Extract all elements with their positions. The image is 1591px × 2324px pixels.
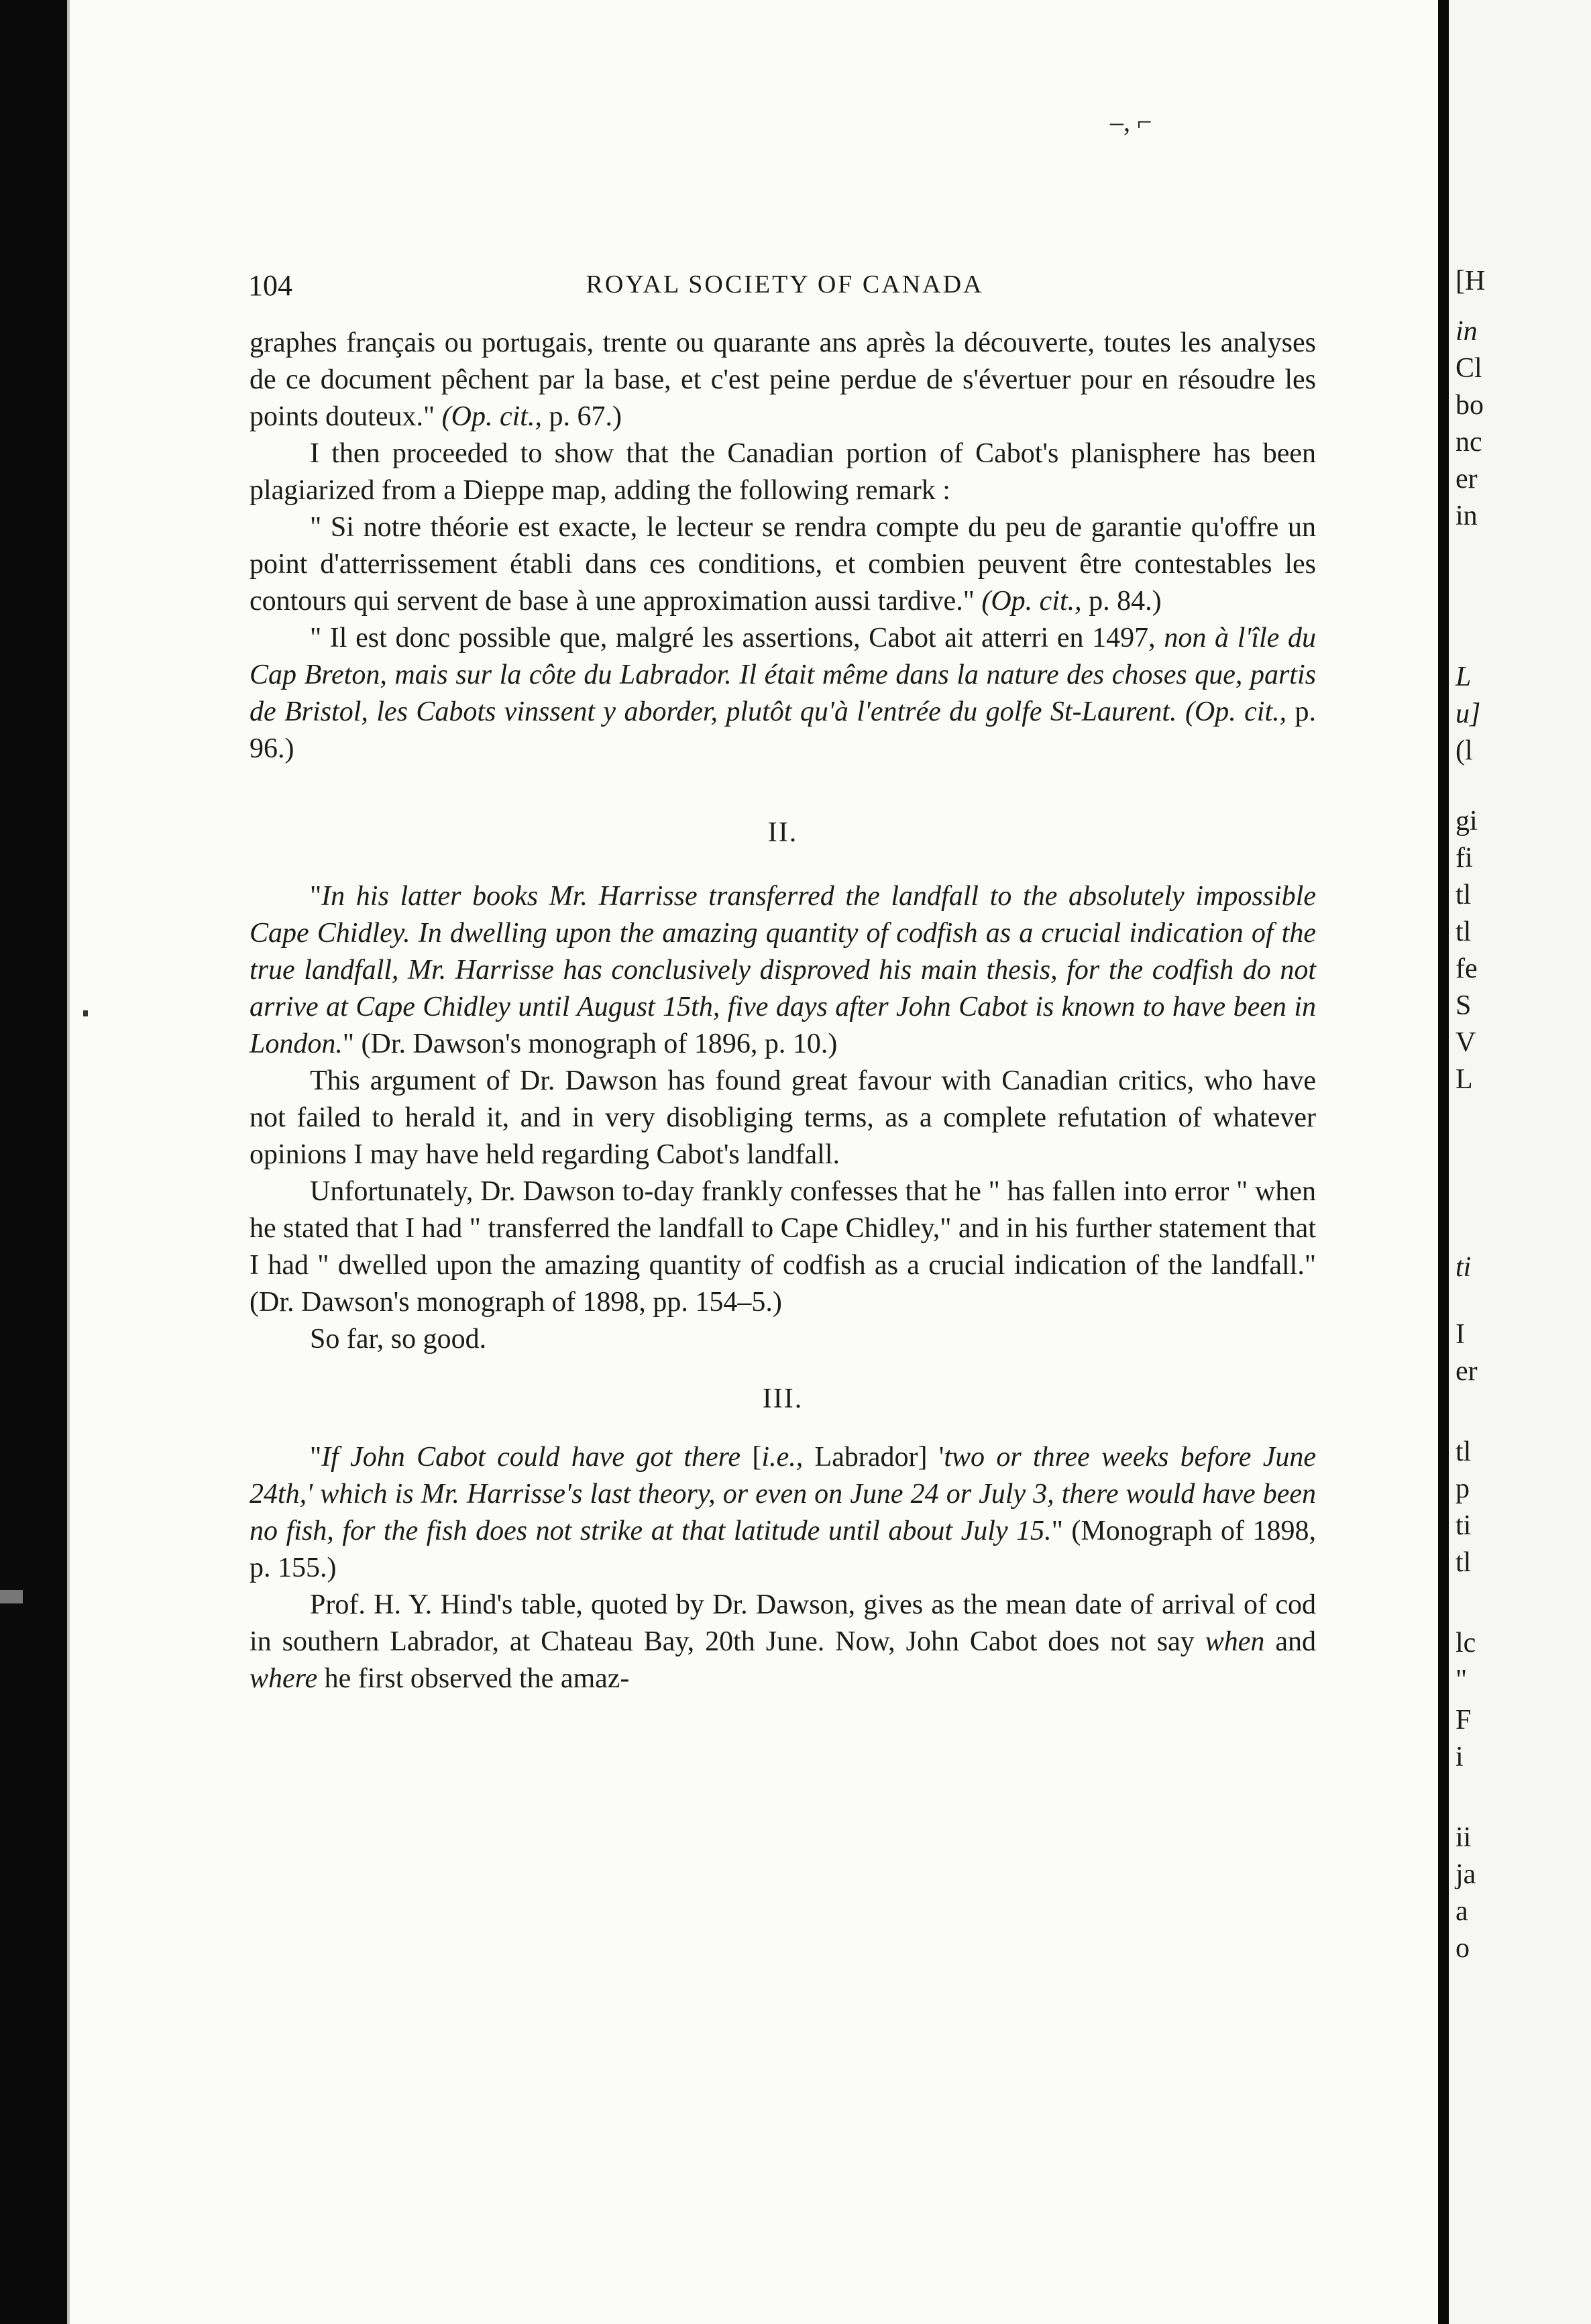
top-ink-mark: –, ⌐ [1110, 107, 1152, 137]
right-page-fragment: tl [1456, 1436, 1472, 1467]
quotation: "If John Cabot could have got there [i.e., Labrador] 'two or three weeks before June 24th,' which is Mr. Harrisse's last theory, or even on June 24 or July 3, there would have been no fish, for the fish does not strike at that latitude until about July 15." (Monograph of 1898, p. 155.) [250, 1442, 1317, 1583]
right-page-fragment: fi [1456, 843, 1473, 874]
right-page-fragment: o [1456, 1933, 1470, 1964]
right-page-fragment: p [1456, 1473, 1470, 1504]
paragraph: " Il est donc possible que, malgré les assertions, Cabot ait atterri en 1497, non à l'île du Cap Breton, mais sur la côte du Labrador. Il était même dans la nature des choses que, partis de Bristol, les Cabots vinssent y aborder, plutôt qu'à l'entrée du golfe St-Laurent. (Op. cit., p. 96.) [250, 623, 1317, 764]
right-page-fragment: " [1456, 1665, 1468, 1695]
right-page-fragment: tl [1456, 880, 1472, 910]
right-page-fragment: L [1456, 1064, 1473, 1095]
quotation: "In his latter books Mr. Harrisse transferred the landfall to the absolutely impossible Cape Chidley. In dwelling upon the amazing quantity of codfish as a crucial indication of the true landfall, Mr. Harrisse has conclusively disproved his main thesis, for the codfish do not arrive at Cape Chidley until August 15th, five days after John Cabot is known to have been in London." (Dr. Dawson's monograph of 1896, p. 10.) [250, 881, 1316, 1059]
right-page-fragment: S [1456, 990, 1472, 1021]
right-page-fragment: fe [1456, 953, 1478, 984]
running-header [248, 268, 1321, 309]
paragraph: Prof. H. Y. Hind's table, quoted by Dr. Dawson, gives as the mean date of arrival of cod in southern Labrador, at Chateau Bay, 20th June. Now, John Cabot does not say when and where he first observed the amaz- [250, 1589, 1317, 1694]
right-page-fragment: in [1456, 500, 1478, 531]
right-page-fragment: L [1456, 662, 1472, 692]
paragraph: " Si notre théorie est exacte, le lecteur se rendra compte du peu de garantie qu'offre un point d'atterrissement établi dans ces conditions, et combien peuvent être contestables les contours qui servent de base à une approximation aussi tardive." (Op. cit., p. 84.) [250, 512, 1316, 617]
section-heading: II. [767, 817, 798, 848]
paragraph: I then proceeded to show that the Canadian portion of Cabot's planisphere has been plagiarized from a Dieppe map, adding the following remark : [250, 438, 1316, 506]
right-page-fragment: [H [1456, 266, 1486, 297]
right-page-fragment: bo [1456, 390, 1484, 421]
right-page-fragment: F [1456, 1705, 1472, 1736]
page-number: 104 [248, 269, 292, 302]
section-heading: III. [762, 1383, 804, 1414]
right-page-fragment: lc [1456, 1628, 1476, 1658]
right-page-fragment: u] [1456, 698, 1481, 729]
right-page-fragment: tl [1456, 916, 1472, 947]
right-page-fragment: tl [1456, 1547, 1472, 1578]
paragraph: This argument of Dr. Dawson has found great favour with Canadian critics, who have not failed to herald it, and in very disobliging terms, as a complete refutation of whatever opinions I may have held regarding Cabot's landfall. [250, 1065, 1316, 1170]
right-page-fragment: I [1456, 1319, 1465, 1350]
right-page-edge [1449, 0, 1591, 2324]
right-page-fragment: ti [1456, 1252, 1472, 1283]
paragraph: Unfortunately, Dr. Dawson to-day frankly confesses that he " has fallen into error " when he stated that I had " transferred the landfall to Cape Chidley," and in his further statement that I had " dwelled upon the amazing quantity of codfish as a crucial indication of the landfall." (Dr. Dawson's monograph of 1898, pp. 154–5.) [250, 1176, 1316, 1318]
right-page-fragment: in [1456, 316, 1478, 347]
scan-edge-mark [0, 1590, 23, 1603]
right-page-fragment: er [1456, 1356, 1478, 1387]
right-page-fragment: (l [1456, 735, 1473, 766]
right-page-fragment: ja [1456, 1859, 1476, 1890]
paragraph: graphes français ou portugais, trente ou quarante ans après la découverte, toutes les analyses de ce document pêchent par la base, et c'est peine perdue de s'évertuer pour en résoudre les points douteux." (Op. cit., p. 67.) [250, 327, 1316, 432]
right-page-fragment: a [1456, 1896, 1468, 1927]
right-page-fragment: nc [1456, 427, 1482, 458]
running-title: ROYAL SOCIETY OF CANADA [586, 270, 984, 299]
right-page-fragment: V [1456, 1027, 1476, 1058]
body-text [250, 325, 1316, 1697]
paragraph: So far, so good. [310, 1324, 487, 1355]
right-page-fragment: ii [1456, 1822, 1472, 1853]
right-page-fragment: ti [1456, 1510, 1472, 1541]
right-page-fragment: er [1456, 464, 1478, 494]
right-page-fragment: Cl [1456, 353, 1482, 384]
right-page-fragment: i [1456, 1742, 1464, 1773]
right-page-fragment: gi [1456, 806, 1478, 837]
margin-dot [83, 1010, 88, 1016]
